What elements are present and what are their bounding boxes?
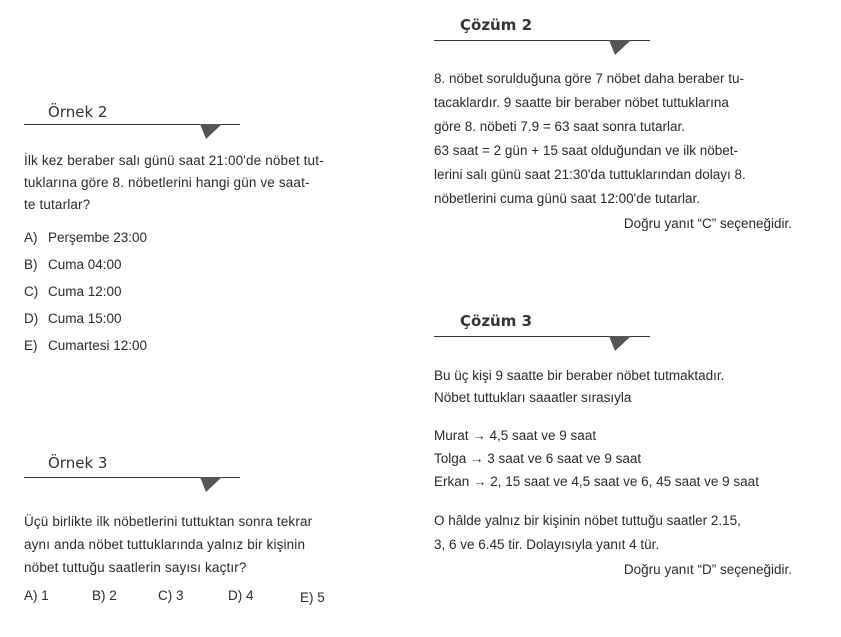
option-text: Cumartesi 12:00 <box>48 338 148 353</box>
ornek3-heading: Örnek 3 <box>48 454 108 472</box>
cozum3-heading: Çözüm 3 <box>460 312 533 330</box>
cozum2-line: 63 saat = 2 gün + 15 saat olduğundan ve ilk nöbet- <box>434 143 738 158</box>
ornek2-option-e <box>24 338 147 353</box>
cozum2-line: lerini salı günü saat 21:30'da tuttuklarından dolayı 8. <box>434 167 746 182</box>
ornek2-question-line: İlk kez beraber salı günü saat 21:00'de nöbet tut- <box>24 153 324 168</box>
option-letter: B) <box>92 588 106 603</box>
cozum3-person-line: Murat → 4,5 saat ve 9 saat <box>434 428 597 443</box>
cozum2-line: nöbetlerini cuma günü saat 12:00'de tutarlar. <box>434 191 701 206</box>
ornek3-question-line: Üçü birlikte ilk nöbetlerini tuttuktan sonra tekrar <box>24 514 313 529</box>
ornek2-heading: Örnek 2 <box>48 103 108 121</box>
ornek3-option-c <box>158 588 184 603</box>
option-text: 5 <box>317 590 325 605</box>
ornek3-question-line: aynı anda nöbet tuttuklarında yalnız bir kişinin <box>24 537 306 552</box>
option-letter: B) <box>24 257 38 272</box>
cozum2-flag-icon <box>607 40 633 56</box>
cozum2-line: göre 8. nöbeti 7.9 = 63 saat sonra tutarlar. <box>434 119 686 134</box>
option-letter: E) <box>24 338 38 353</box>
option-text: Perşembe 23:00 <box>48 230 148 245</box>
ornek3-option-a <box>24 588 49 603</box>
option-text: 2 <box>109 588 117 603</box>
cozum3-person-line: Tolga → 3 saat ve 6 saat ve 9 saat <box>434 451 642 466</box>
cozum3-intro-line: Nöbet tuttukları saaatler sırasıyla <box>434 390 632 405</box>
cozum3-person-line: Erkan → 2, 15 saat ve 4,5 saat ve 6, 45 saat ve 9 saat <box>434 474 759 489</box>
ornek3-option-b <box>92 588 117 603</box>
cozum2-answer: Doğru yanıt “C” seçeneğidir. <box>623 216 792 231</box>
ornek3-flag-icon <box>198 477 224 493</box>
ornek3-option-d <box>228 588 254 603</box>
cozum3-answer: Doğru yanıt “D” seçeneğidir. <box>623 562 792 577</box>
option-text: Cuma 12:00 <box>48 284 122 299</box>
cozum3-conclusion-line: 3, 6 ve 6.45 tir. Dolayısıyla yanıt 4 tür. <box>434 537 660 552</box>
cozum3-conclusion-line: O hâlde yalnız bir kişinin nöbet tuttuğu saatler 2.15, <box>434 513 741 528</box>
cozum3-flag-icon <box>607 336 633 352</box>
ornek2-option-a <box>24 230 147 245</box>
option-text: 3 <box>176 588 184 603</box>
option-text: 1 <box>41 588 49 603</box>
option-letter: C) <box>158 588 173 603</box>
cozum2-line: tacaklardır. 9 saatte bir beraber nöbet tuttuklarına <box>434 95 729 110</box>
option-text: 4 <box>246 588 254 603</box>
ornek3-option-e <box>300 590 325 605</box>
ornek2-option-b <box>24 257 122 272</box>
ornek2-flag-icon <box>198 124 224 140</box>
ornek2-option-d <box>24 311 122 326</box>
option-letter: C) <box>24 284 39 299</box>
option-letter: E) <box>300 590 314 605</box>
option-text: Cuma 04:00 <box>48 257 122 272</box>
ornek3-question-line: nöbet tuttuğu saatlerin sayısı kaçtır? <box>24 560 247 575</box>
cozum2-heading: Çözüm 2 <box>460 16 533 34</box>
option-letter: A) <box>24 588 38 603</box>
option-letter: A) <box>24 230 38 245</box>
option-letter: D) <box>228 588 243 603</box>
option-text: Cuma 15:00 <box>48 311 122 326</box>
ornek2-question-line: te tutarlar? <box>24 197 91 212</box>
ornek2-question-line: tuklarına göre 8. nöbetlerini hangi gün ve saat- <box>24 175 310 190</box>
ornek2-option-c <box>24 284 122 299</box>
cozum2-line: 8. nöbet sorulduğuna göre 7 nöbet daha beraber tu- <box>434 71 744 86</box>
option-letter: D) <box>24 311 39 326</box>
cozum3-intro-line: Bu üç kişi 9 saatte bir beraber nöbet tutmaktadır. <box>434 368 725 383</box>
